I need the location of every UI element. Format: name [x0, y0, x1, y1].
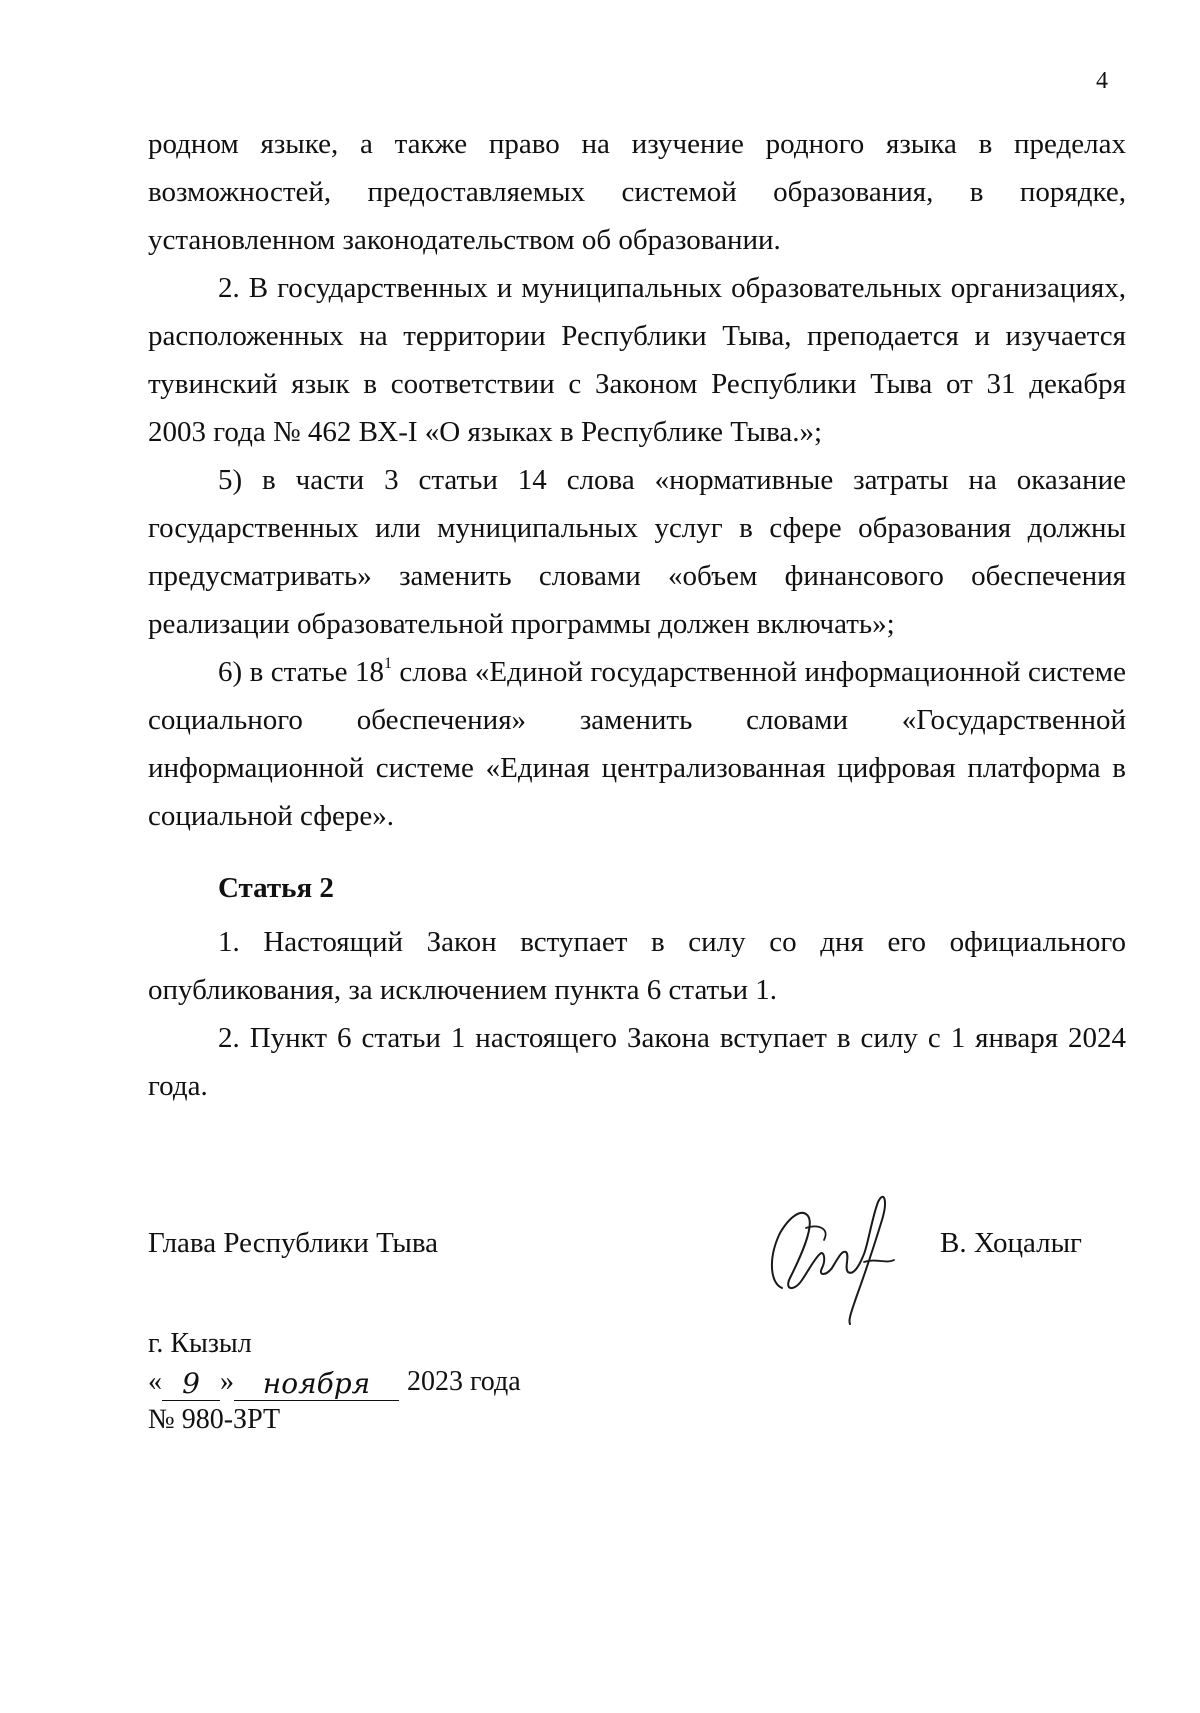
handwritten-signature [760, 1188, 920, 1328]
law-number: № 980-ЗРТ [148, 1404, 281, 1435]
signatory-name: В. Хоцалыг [940, 1227, 1082, 1259]
paragraph-item-6 [148, 648, 1126, 840]
year: 2023 года [407, 1366, 521, 1397]
paragraph-tuvan-language: 2. В государственных и муниципальных образовательных организациях, расположенных на территории Республики Тыва, преподается и изучается тувинский язык в соответствии с Законом Республики Тыва от 31 декабря 2003 года № 462 ВХ-I «О языках в Республике Тыва.»; [148, 272, 1126, 448]
article-2-item-1: 1. Настоящий Закон вступает в силу со дня его официального опубликования, за исключением пункта 6 статьи 1. [148, 926, 1126, 1006]
item-6-text-end: слова «Единой государственной информационной системе социального обеспечения» заменить словами «Государственной информационной системе «Единая централизованная цифровая платформа в социальной сфере». [148, 656, 1126, 832]
page-number: 4 [1096, 68, 1108, 94]
signatory-position: Глава Республики Тыва [148, 1227, 439, 1259]
city: г. Кызыл [148, 1328, 252, 1359]
paragraph-item-5: 5) в части 3 статьи 14 слова «нормативные затраты на оказание государственных или муниципальных услуг в сфере образования должны предусматривать» заменить словами «объем финансового обеспечения реализации образовательной программы должен включать»; [148, 464, 1126, 640]
quote-close: » [220, 1366, 234, 1397]
month-handwritten: ноября [234, 1370, 399, 1401]
day-handwritten: 9 [162, 1370, 220, 1401]
article-superscript: 1 [383, 655, 392, 672]
paragraph-language-rights: родном языке, а также право на изучение родного языка в пределах возможностей, предоставляемых системой образования, в порядке, установленном законодательством об образовании. [148, 128, 1126, 256]
date-line [148, 1363, 521, 1401]
quote-open: « [148, 1366, 162, 1397]
article-2-title: Статья 2 [218, 872, 334, 904]
place-and-date [148, 1325, 521, 1439]
item-6-text-start: 6) в статье 18 [218, 656, 384, 688]
document-body [148, 120, 1126, 1110]
article-2-item-2: 2. Пункт 6 статьи 1 настоящего Закона вступает в силу с 1 января 2024 года. [148, 1022, 1126, 1102]
